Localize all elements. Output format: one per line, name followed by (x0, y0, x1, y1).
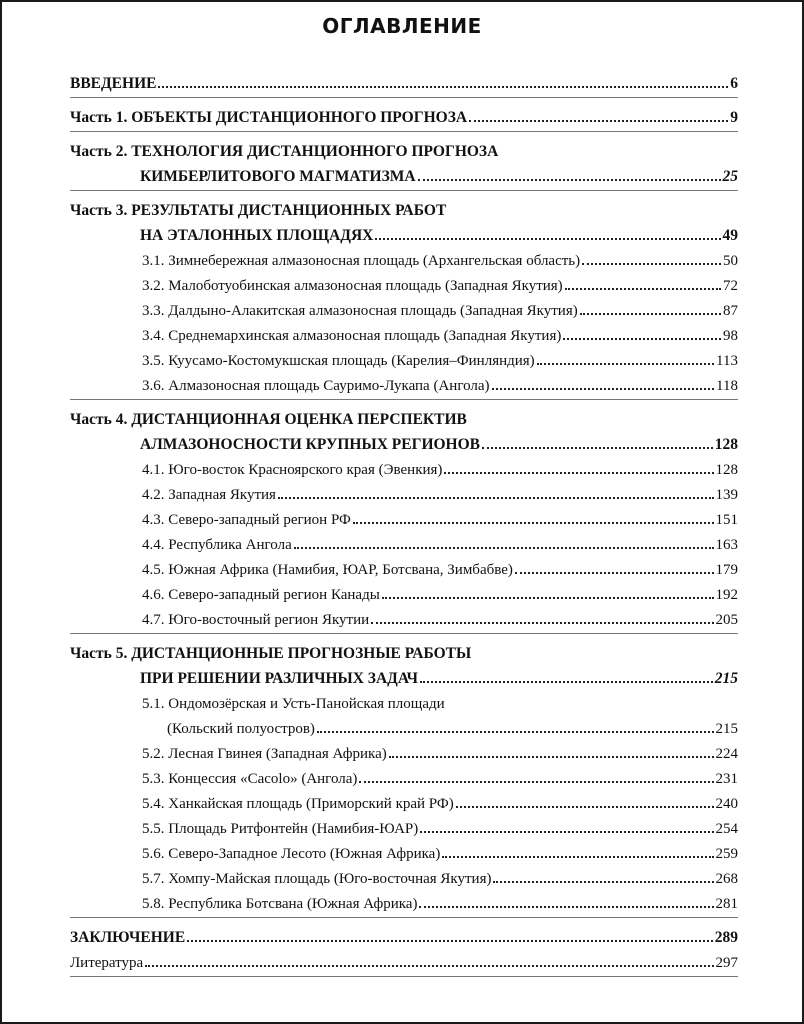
dot-leader (444, 472, 713, 474)
toc-page-number: 49 (722, 227, 738, 244)
toc-entry (70, 161, 738, 186)
toc-entry (70, 638, 738, 663)
dot-leader (469, 120, 728, 122)
toc-page-number: 87 (723, 303, 738, 319)
table-of-contents (70, 68, 738, 981)
toc-page-number: 192 (715, 587, 738, 603)
dot-leader (493, 881, 713, 883)
toc-entry (70, 813, 738, 838)
dot-leader (371, 622, 713, 624)
toc-page-number: 9 (730, 109, 738, 126)
toc-page-number: 224 (715, 746, 738, 762)
toc-entry (70, 454, 738, 479)
toc-entry (70, 320, 738, 345)
dot-leader (580, 313, 721, 315)
dot-leader (420, 831, 713, 833)
toc-page-number: 113 (716, 353, 738, 369)
toc-entry (70, 295, 738, 320)
toc-entry (70, 888, 738, 913)
dot-leader (359, 781, 713, 783)
dot-leader (375, 238, 720, 240)
dot-leader (537, 363, 714, 365)
dot-leader (420, 681, 713, 683)
toc-section (70, 136, 738, 191)
toc-entry (70, 554, 738, 579)
toc-entry (70, 429, 738, 454)
toc-entry-title: Часть 2. ТЕХНОЛОГИЯ ДИСТАНЦИОННОГО ПРОГНОЗА (70, 143, 499, 160)
dot-leader (563, 338, 721, 340)
dot-leader (382, 597, 714, 599)
toc-section (70, 922, 738, 977)
toc-entry-title: Часть 4. ДИСТАНЦИОННАЯ ОЦЕНКА ПЕРСПЕКТИВ (70, 411, 467, 428)
toc-entry-title: 4.5. Южная Африка (Намибия, ЮАР, Ботсвана, Зимбабве) (142, 562, 513, 578)
dot-leader (515, 572, 714, 574)
toc-entry-title: 4.3. Северо-западный регион РФ (142, 512, 351, 528)
toc-page-number: 240 (715, 796, 738, 812)
toc-entry-title: НА ЭТАЛОННЫХ ПЛОЩАДЯХ (140, 227, 374, 244)
toc-entry-title: 4.2. Западная Якутия (142, 487, 276, 503)
toc-entry (70, 788, 738, 813)
toc-entry-title: ПРИ РЕШЕНИИ РАЗЛИЧНЫХ ЗАДАЧ (140, 670, 419, 687)
toc-entry-title: (Кольский полуостров) (167, 721, 315, 737)
toc-section (70, 102, 738, 132)
dot-leader (482, 447, 713, 449)
toc-entry-title: 5.2. Лесная Гвинея (Западная Африка) (142, 746, 387, 762)
toc-entry-title: 5.4. Ханкайская площадь (Приморский край РФ) (142, 796, 454, 812)
toc-entry-title: 5.3. Концессия «Cacolo» (Ангола) (142, 771, 358, 787)
toc-entry (70, 270, 738, 295)
toc-entry (70, 345, 738, 370)
toc-entry (70, 713, 738, 738)
toc-page-number: 205 (715, 612, 738, 628)
toc-entry (70, 579, 738, 604)
dot-leader (294, 547, 714, 549)
toc-entry-title: ВВЕДЕНИЕ (70, 75, 157, 92)
dot-leader (419, 906, 713, 908)
toc-entry (70, 370, 738, 395)
toc-section (70, 68, 738, 98)
toc-entry (70, 688, 738, 713)
toc-entry (70, 663, 738, 688)
dot-leader (418, 179, 721, 181)
toc-page-number: 289 (714, 929, 738, 946)
toc-page-number: 25 (722, 168, 738, 185)
toc-entry (70, 504, 738, 529)
toc-entry (70, 529, 738, 554)
toc-page-number: 215 (714, 670, 738, 687)
toc-section (70, 404, 738, 634)
toc-page-number: 259 (715, 846, 738, 862)
toc-entry-title: 3.4. Среднемархинская алмазоносная площадь (Западная Якутия) (142, 328, 562, 344)
toc-page-number: 231 (715, 771, 738, 787)
toc-entry (70, 838, 738, 863)
toc-entry (70, 922, 738, 947)
toc-entry (70, 738, 738, 763)
toc-entry (70, 763, 738, 788)
toc-entry-title: ЗАКЛЮЧЕНИЕ (70, 929, 186, 946)
toc-page-number: 268 (715, 871, 738, 887)
dot-leader (278, 497, 714, 499)
toc-entry (70, 245, 738, 270)
toc-page-number: 139 (715, 487, 738, 503)
toc-page-number: 297 (715, 955, 738, 971)
toc-page-number: 215 (715, 721, 738, 737)
toc-entry-title: 4.4. Республика Ангола (142, 537, 292, 553)
toc-entry-title: 4.6. Северо-западный регион Канады (142, 587, 380, 603)
dot-leader (456, 806, 714, 808)
dot-leader (442, 856, 713, 858)
toc-page-number: 98 (723, 328, 738, 344)
toc-entry-title: 3.5. Куусамо-Костомукшская площадь (Карелия–Финляндия) (142, 353, 535, 369)
toc-entry (70, 136, 738, 161)
toc-entry (70, 220, 738, 245)
dot-leader (158, 86, 728, 88)
toc-page-number: 128 (715, 462, 738, 478)
toc-page-number: 50 (723, 253, 738, 269)
toc-entry-title: 5.7. Хомпу-Майская площадь (Юго-восточная Якутия) (142, 871, 492, 887)
toc-page-number: 151 (715, 512, 738, 528)
toc-page-number: 72 (723, 278, 738, 294)
toc-entry-title: Часть 1. ОБЪЕКТЫ ДИСТАНЦИОННОГО ПРОГНОЗА (70, 109, 468, 126)
toc-page-number: 179 (715, 562, 738, 578)
dot-leader (582, 263, 721, 265)
toc-entry-title: АЛМАЗОНОСНОСТИ КРУПНЫХ РЕГИОНОВ (140, 436, 481, 453)
toc-entry (70, 195, 738, 220)
toc-entry (70, 863, 738, 888)
toc-entry-title: Часть 5. ДИСТАНЦИОННЫЕ ПРОГНОЗНЫЕ РАБОТЫ (70, 645, 472, 662)
toc-entry-title: 3.6. Алмазоносная площадь Сауримо-Лукапа (Ангола) (142, 378, 490, 394)
dot-leader (353, 522, 714, 524)
toc-page-number: 6 (730, 75, 738, 92)
toc-entry (70, 479, 738, 504)
toc-entry (70, 404, 738, 429)
toc-page-number: 118 (716, 378, 738, 394)
toc-entry (70, 604, 738, 629)
toc-entry-title: 4.1. Юго-восток Красноярского края (Эвенкия) (142, 462, 443, 478)
toc-entry-title: КИМБЕРЛИТОВОГО МАГМАТИЗМА (140, 168, 416, 185)
dot-leader (145, 965, 713, 967)
toc-entry-title: 5.5. Площадь Ритфонтейн (Намибия-ЮАР) (142, 821, 419, 837)
toc-entry (70, 102, 738, 127)
toc-section (70, 638, 738, 918)
dot-leader (565, 288, 721, 290)
toc-entry-title: 5.1. Ондомозёрская и Усть-Панойская площади (142, 696, 445, 712)
toc-entry-title: Литература (70, 955, 144, 971)
toc-entry (70, 68, 738, 93)
toc-page-number: 163 (715, 537, 738, 553)
toc-entry-title: 3.3. Далдыно-Алакитская алмазоносная площадь (Западная Якутия) (142, 303, 578, 319)
page-title: ОГЛАВЛЕНИЕ (322, 14, 482, 38)
toc-entry-title: Часть 3. РЕЗУЛЬТАТЫ ДИСТАНЦИОННЫХ РАБОТ (70, 202, 447, 219)
toc-entry-title: 3.2. Малоботуобинская алмазоносная площадь (Западная Якутия) (142, 278, 563, 294)
toc-entry-title: 5.8. Республика Ботсвана (Южная Африка) (142, 896, 418, 912)
toc-page-number: 281 (715, 896, 738, 912)
dot-leader (187, 940, 713, 942)
dot-leader (389, 756, 714, 758)
dot-leader (317, 731, 714, 733)
toc-entry-title: 3.1. Зимнебережная алмазоносная площадь (Архангельская область) (142, 253, 581, 269)
toc-entry-title: 5.6. Северо-Западное Лесото (Южная Африка) (142, 846, 441, 862)
toc-page-number: 128 (714, 436, 738, 453)
dot-leader (492, 388, 715, 390)
toc-section (70, 195, 738, 400)
toc-entry (70, 947, 738, 972)
toc-page-number: 254 (715, 821, 738, 837)
toc-entry-title: 4.7. Юго-восточный регион Якутии (142, 612, 370, 628)
